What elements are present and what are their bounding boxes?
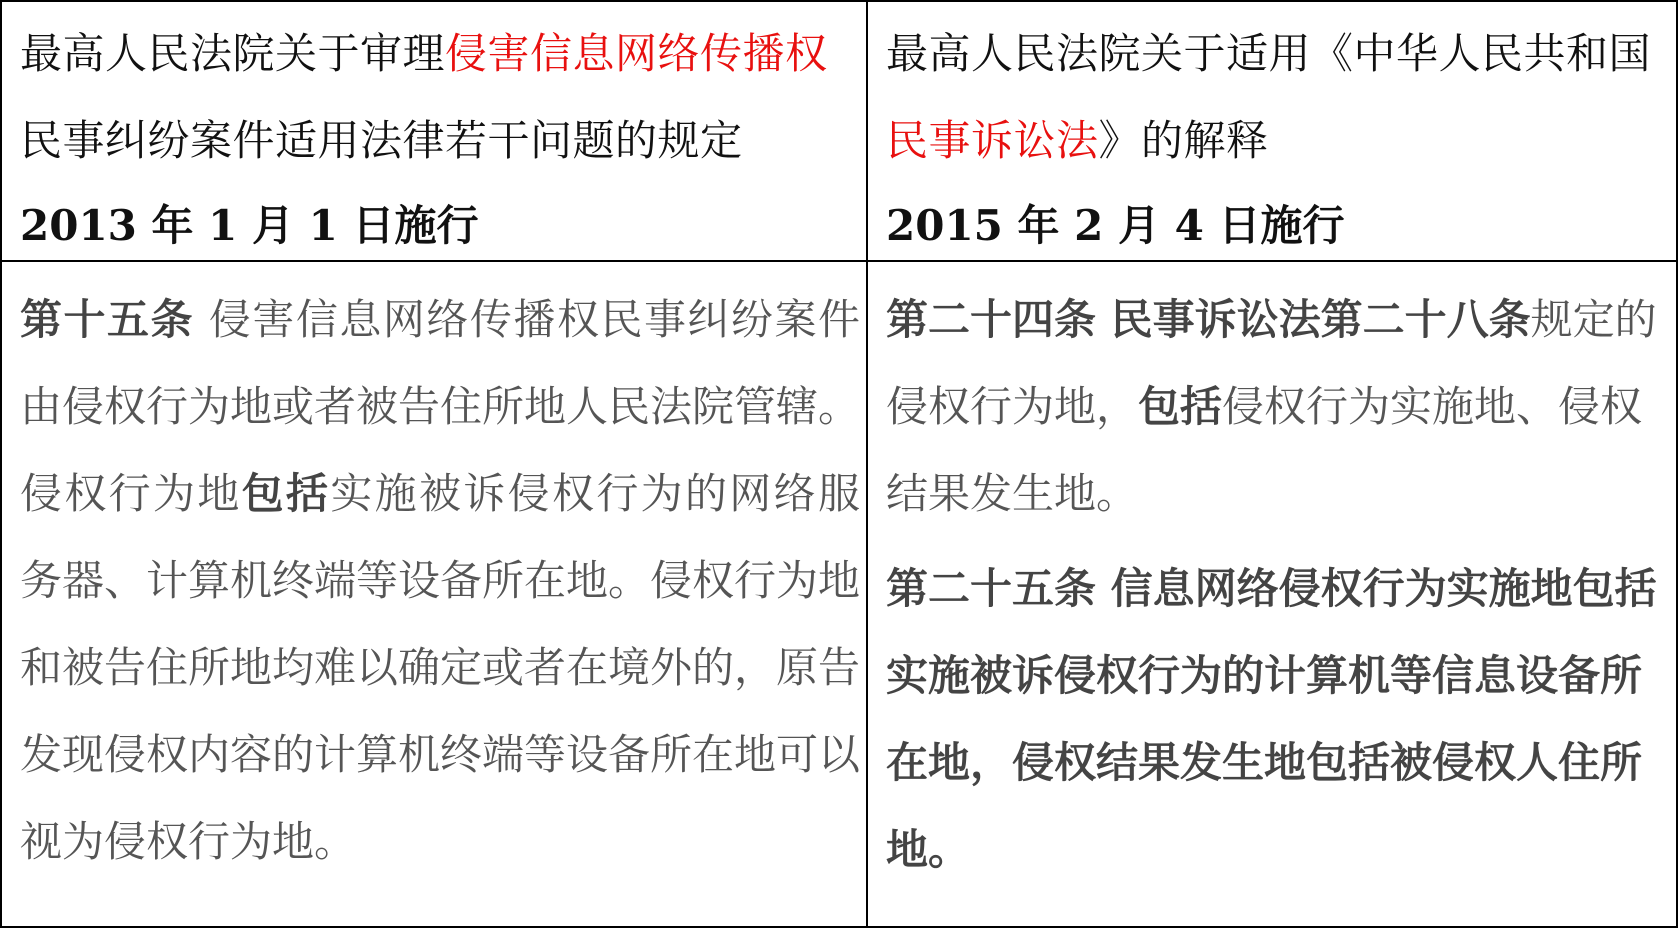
- left-title-suffix: 民事纠纷案件适用法律若干问题的规定: [20, 116, 743, 165]
- article-24-text-1: 民事诉讼法第二十八条: [1096, 295, 1531, 344]
- article-24: [886, 276, 1676, 537]
- article-15: [20, 276, 860, 885]
- right-title-prefix: 最高人民法院关于适用《中华人民共和国: [886, 29, 1652, 78]
- left-title-prefix: 最高人民法院关于审理: [20, 29, 446, 78]
- right-body-cell: [886, 276, 1676, 926]
- right-title-suffix: 》的解释: [1098, 116, 1269, 165]
- article-15-emphasis: 包括: [241, 469, 331, 518]
- article-25-label: 第二十五条: [886, 564, 1097, 613]
- row-divider: [2, 260, 1676, 262]
- left-regulation-title: [20, 10, 860, 184]
- right-header-cell: [886, 10, 1676, 260]
- left-title-highlight: 侵害信息网络传播权: [445, 29, 828, 78]
- right-title-highlight: 民事诉讼法: [886, 116, 1099, 165]
- article-24-text-3: 侵权行为实施地、侵权结果发生地。: [886, 382, 1643, 518]
- article-24-emphasis: 包括: [1138, 382, 1223, 431]
- column-divider: [866, 2, 868, 926]
- article-25-text: 信息网络侵权行为实施地包括实施被诉侵权行为的计算机等信息设备所在地，侵权结果发生地包括被侵权人住所地。: [886, 564, 1657, 874]
- article-24-label: 第二十四条: [886, 295, 1097, 344]
- article-24-text-2: 规定的侵权行为地，: [886, 295, 1657, 431]
- article-15-label: 第十五条: [20, 295, 195, 344]
- article-15-text-1: 侵害信息网络传播权民事纠纷案件由侵权行为地或者被告住所地人民法院管辖。侵权行为地: [20, 295, 860, 518]
- right-effective-date: 2015 年 2 月 4 日施行: [886, 201, 1345, 250]
- left-header-cell: [20, 10, 860, 260]
- right-regulation-title: [886, 10, 1676, 184]
- article-25: [886, 545, 1676, 893]
- left-body-cell: [20, 276, 860, 926]
- article-15-text-2: 实施被诉侵权行为的网络服务器、计算机终端等设备所在地。侵权行为地和被告住所地均难以确定或者在境外的，原告发现侵权内容的计算机终端等设备所在地可以视为侵权行为地。: [20, 469, 860, 866]
- left-effective-date: 2013 年 1 月 1 日施行: [20, 201, 479, 250]
